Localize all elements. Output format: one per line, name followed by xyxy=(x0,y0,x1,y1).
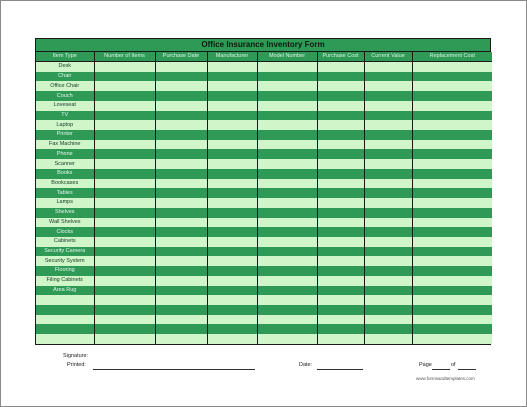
entry-cell[interactable] xyxy=(317,227,364,237)
entry-cell[interactable] xyxy=(257,81,317,91)
entry-cell[interactable] xyxy=(257,256,317,266)
entry-cell[interactable] xyxy=(257,266,317,276)
table-row xyxy=(36,266,492,276)
entry-cell[interactable] xyxy=(155,81,207,91)
entry-cell[interactable] xyxy=(94,295,155,305)
entry-cell[interactable] xyxy=(257,169,317,179)
item-type-cell: Clocks xyxy=(36,227,94,237)
entry-cell[interactable] xyxy=(155,101,207,111)
table-row xyxy=(36,218,492,228)
entry-cell[interactable] xyxy=(94,91,155,101)
item-type-cell: Chair xyxy=(36,72,94,82)
table-row xyxy=(36,305,492,315)
item-type-cell: Wall Shelves xyxy=(36,218,94,228)
entry-cell[interactable] xyxy=(364,218,412,228)
entry-cell[interactable] xyxy=(155,276,207,286)
entry-cell[interactable] xyxy=(257,276,317,286)
entry-cell[interactable] xyxy=(257,198,317,208)
item-type-cell: Laptop xyxy=(36,120,94,130)
entry-cell[interactable] xyxy=(207,72,257,82)
entry-cell[interactable] xyxy=(207,315,257,325)
item-type-cell: Cabinets xyxy=(36,237,94,247)
entry-cell[interactable] xyxy=(364,159,412,169)
entry-cell[interactable] xyxy=(207,140,257,150)
entry-cell[interactable] xyxy=(155,334,207,344)
entry-cell[interactable] xyxy=(207,101,257,111)
entry-cell[interactable] xyxy=(207,286,257,296)
entry-cell[interactable] xyxy=(412,227,492,237)
entry-cell[interactable] xyxy=(155,120,207,130)
entry-cell[interactable] xyxy=(412,111,492,121)
entry-cell[interactable] xyxy=(364,295,412,305)
entry-cell[interactable] xyxy=(317,149,364,159)
table-row xyxy=(36,334,492,344)
item-type-cell: Filing Cabinets xyxy=(36,276,94,286)
table-row xyxy=(36,276,492,286)
entry-cell[interactable] xyxy=(317,266,364,276)
entry-cell[interactable] xyxy=(364,120,412,130)
entry-cell[interactable] xyxy=(364,305,412,315)
entry-cell[interactable] xyxy=(155,315,207,325)
page-label: Page xyxy=(419,362,432,368)
entry-cell[interactable] xyxy=(94,218,155,228)
entry-cell[interactable] xyxy=(412,62,492,72)
inventory-table xyxy=(36,52,492,344)
column-header: Purchase Cost xyxy=(317,52,364,62)
table-row xyxy=(36,227,492,237)
table-row xyxy=(36,159,492,169)
entry-cell[interactable] xyxy=(364,62,412,72)
entry-cell[interactable] xyxy=(94,169,155,179)
entry-cell[interactable] xyxy=(412,334,492,344)
entry-cell[interactable] xyxy=(412,256,492,266)
item-type-cell xyxy=(36,334,94,344)
entry-cell[interactable] xyxy=(94,149,155,159)
entry-cell[interactable] xyxy=(155,237,207,247)
entry-cell[interactable] xyxy=(412,169,492,179)
signature-label: Signature: xyxy=(63,353,89,359)
entry-cell[interactable] xyxy=(412,120,492,130)
table-body xyxy=(36,62,492,344)
entry-cell[interactable] xyxy=(317,91,364,101)
entry-cell[interactable] xyxy=(412,295,492,305)
item-type-cell: Office Chair xyxy=(36,81,94,91)
item-type-cell: Couch xyxy=(36,91,94,101)
entry-cell[interactable] xyxy=(364,101,412,111)
table-row xyxy=(36,101,492,111)
entry-cell[interactable] xyxy=(412,91,492,101)
entry-cell[interactable] xyxy=(317,62,364,72)
entry-cell[interactable] xyxy=(94,130,155,140)
column-header: Replacement Cost xyxy=(412,52,492,62)
entry-cell[interactable] xyxy=(412,237,492,247)
entry-cell[interactable] xyxy=(364,111,412,121)
entry-cell[interactable] xyxy=(94,140,155,150)
entry-cell[interactable] xyxy=(155,169,207,179)
entry-cell[interactable] xyxy=(412,218,492,228)
entry-cell[interactable] xyxy=(94,120,155,130)
entry-cell[interactable] xyxy=(207,276,257,286)
entry-cell[interactable] xyxy=(155,247,207,257)
entry-cell[interactable] xyxy=(94,81,155,91)
entry-cell[interactable] xyxy=(364,188,412,198)
entry-cell[interactable] xyxy=(94,198,155,208)
entry-cell[interactable] xyxy=(155,295,207,305)
entry-cell[interactable] xyxy=(257,130,317,140)
entry-cell[interactable] xyxy=(364,91,412,101)
table-row xyxy=(36,208,492,218)
column-header: Number of Items xyxy=(94,52,155,62)
table-row xyxy=(36,188,492,198)
item-type-cell: Shelves xyxy=(36,208,94,218)
entry-cell[interactable] xyxy=(207,266,257,276)
entry-cell[interactable] xyxy=(257,179,317,189)
entry-cell[interactable] xyxy=(207,324,257,334)
entry-cell[interactable] xyxy=(317,286,364,296)
entry-cell[interactable] xyxy=(155,62,207,72)
entry-cell[interactable] xyxy=(364,334,412,344)
entry-cell[interactable] xyxy=(155,218,207,228)
entry-cell[interactable] xyxy=(412,286,492,296)
entry-cell[interactable] xyxy=(364,324,412,334)
entry-cell[interactable] xyxy=(317,334,364,344)
entry-cell[interactable] xyxy=(412,305,492,315)
entry-cell[interactable] xyxy=(94,208,155,218)
entry-cell[interactable] xyxy=(317,140,364,150)
entry-cell[interactable] xyxy=(317,198,364,208)
entry-cell[interactable] xyxy=(317,324,364,334)
table-header-row xyxy=(36,52,492,62)
entry-cell[interactable] xyxy=(317,188,364,198)
item-type-cell: Flooring xyxy=(36,266,94,276)
entry-cell[interactable] xyxy=(155,179,207,189)
entry-cell[interactable] xyxy=(94,227,155,237)
entry-cell[interactable] xyxy=(207,218,257,228)
entry-cell[interactable] xyxy=(257,91,317,101)
entry-cell[interactable] xyxy=(207,247,257,257)
printed-line[interactable] xyxy=(93,369,255,370)
entry-cell[interactable] xyxy=(207,237,257,247)
entry-cell[interactable] xyxy=(412,140,492,150)
entry-cell[interactable] xyxy=(207,169,257,179)
item-type-cell xyxy=(36,324,94,334)
entry-cell[interactable] xyxy=(155,227,207,237)
entry-cell[interactable] xyxy=(207,208,257,218)
entry-cell[interactable] xyxy=(364,72,412,82)
item-type-cell: Tables xyxy=(36,188,94,198)
entry-cell[interactable] xyxy=(317,305,364,315)
entry-cell[interactable] xyxy=(207,81,257,91)
item-type-cell: Books xyxy=(36,169,94,179)
entry-cell[interactable] xyxy=(364,208,412,218)
entry-cell[interactable] xyxy=(412,101,492,111)
entry-cell[interactable] xyxy=(155,188,207,198)
date-label: Date: xyxy=(299,362,313,368)
entry-cell[interactable] xyxy=(257,315,317,325)
column-header: Manufacturer xyxy=(207,52,257,62)
entry-cell[interactable] xyxy=(364,247,412,257)
entry-cell[interactable] xyxy=(317,247,364,257)
table-row xyxy=(36,140,492,150)
entry-cell[interactable] xyxy=(317,130,364,140)
entry-cell[interactable] xyxy=(257,140,317,150)
entry-cell[interactable] xyxy=(207,188,257,198)
item-type-cell: Bookcases xyxy=(36,179,94,189)
entry-cell[interactable] xyxy=(257,237,317,247)
entry-cell[interactable] xyxy=(317,169,364,179)
entry-cell[interactable] xyxy=(155,91,207,101)
entry-cell[interactable] xyxy=(412,81,492,91)
table-row xyxy=(36,149,492,159)
entry-cell[interactable] xyxy=(94,305,155,315)
entry-cell[interactable] xyxy=(364,237,412,247)
entry-cell[interactable] xyxy=(364,149,412,159)
entry-cell[interactable] xyxy=(412,188,492,198)
entry-cell[interactable] xyxy=(207,159,257,169)
item-type-cell: Desk xyxy=(36,62,94,72)
entry-cell[interactable] xyxy=(364,315,412,325)
entry-cell[interactable] xyxy=(94,111,155,121)
entry-cell[interactable] xyxy=(257,324,317,334)
entry-cell[interactable] xyxy=(317,276,364,286)
entry-cell[interactable] xyxy=(364,198,412,208)
item-type-cell: Security System xyxy=(36,256,94,266)
entry-cell[interactable] xyxy=(412,149,492,159)
entry-cell[interactable] xyxy=(207,305,257,315)
entry-cell[interactable] xyxy=(364,140,412,150)
entry-cell[interactable] xyxy=(364,256,412,266)
table-row xyxy=(36,62,492,72)
entry-cell[interactable] xyxy=(317,315,364,325)
table-row xyxy=(36,120,492,130)
entry-cell[interactable] xyxy=(364,179,412,189)
table-row xyxy=(36,295,492,305)
entry-cell[interactable] xyxy=(412,324,492,334)
table-row xyxy=(36,286,492,296)
item-type-cell: TV xyxy=(36,111,94,121)
entry-cell[interactable] xyxy=(94,324,155,334)
entry-cell[interactable] xyxy=(155,266,207,276)
entry-cell[interactable] xyxy=(257,305,317,315)
entry-cell[interactable] xyxy=(317,237,364,247)
table-row xyxy=(36,198,492,208)
entry-cell[interactable] xyxy=(207,130,257,140)
entry-cell[interactable] xyxy=(412,276,492,286)
table-row xyxy=(36,111,492,121)
entry-cell[interactable] xyxy=(94,188,155,198)
entry-cell[interactable] xyxy=(257,159,317,169)
entry-cell[interactable] xyxy=(94,179,155,189)
entry-cell[interactable] xyxy=(364,286,412,296)
entry-cell[interactable] xyxy=(317,179,364,189)
form-title: Office Insurance Inventory Form xyxy=(36,39,490,52)
table-row xyxy=(36,130,492,140)
table-row xyxy=(36,72,492,82)
item-type-cell xyxy=(36,295,94,305)
entry-cell[interactable] xyxy=(257,111,317,121)
entry-cell[interactable] xyxy=(257,149,317,159)
entry-cell[interactable] xyxy=(94,101,155,111)
table-row xyxy=(36,237,492,247)
entry-cell[interactable] xyxy=(257,188,317,198)
entry-cell[interactable] xyxy=(412,179,492,189)
entry-cell[interactable] xyxy=(94,247,155,257)
item-type-cell: Phone xyxy=(36,149,94,159)
entry-cell[interactable] xyxy=(155,256,207,266)
entry-cell[interactable] xyxy=(257,286,317,296)
entry-cell[interactable] xyxy=(257,101,317,111)
entry-cell[interactable] xyxy=(257,247,317,257)
table-row xyxy=(36,256,492,266)
item-type-cell: Printer xyxy=(36,130,94,140)
entry-cell[interactable] xyxy=(364,227,412,237)
entry-cell[interactable] xyxy=(412,130,492,140)
entry-cell[interactable] xyxy=(257,218,317,228)
column-header: Purchase Date xyxy=(155,52,207,62)
table-row xyxy=(36,247,492,257)
item-type-cell: Scanner xyxy=(36,159,94,169)
entry-cell[interactable] xyxy=(412,198,492,208)
entry-cell[interactable] xyxy=(94,159,155,169)
entry-cell[interactable] xyxy=(155,111,207,121)
column-header: Item Type xyxy=(36,52,94,62)
entry-cell[interactable] xyxy=(207,149,257,159)
item-type-cell: Security Camera xyxy=(36,247,94,257)
entry-cell[interactable] xyxy=(94,237,155,247)
entry-cell[interactable] xyxy=(207,334,257,344)
entry-cell[interactable] xyxy=(94,276,155,286)
table-row xyxy=(36,315,492,325)
entry-cell[interactable] xyxy=(317,159,364,169)
entry-cell[interactable] xyxy=(207,227,257,237)
entry-cell[interactable] xyxy=(317,111,364,121)
entry-cell[interactable] xyxy=(317,295,364,305)
entry-cell[interactable] xyxy=(155,130,207,140)
table-row xyxy=(36,169,492,179)
item-type-cell: Fax Machine xyxy=(36,140,94,150)
entry-cell[interactable] xyxy=(317,218,364,228)
entry-cell[interactable] xyxy=(94,315,155,325)
entry-cell[interactable] xyxy=(317,208,364,218)
entry-cell[interactable] xyxy=(257,62,317,72)
entry-cell[interactable] xyxy=(94,286,155,296)
entry-cell[interactable] xyxy=(207,295,257,305)
table-row xyxy=(36,91,492,101)
entry-cell[interactable] xyxy=(94,334,155,344)
column-header: Model Number xyxy=(257,52,317,62)
page-total-line[interactable] xyxy=(458,369,476,370)
entry-cell[interactable] xyxy=(207,111,257,121)
item-type-cell: Area Rug xyxy=(36,286,94,296)
entry-cell[interactable] xyxy=(207,62,257,72)
entry-cell[interactable] xyxy=(155,305,207,315)
entry-cell[interactable] xyxy=(155,286,207,296)
credit-text: www.formsandtemplates.com xyxy=(416,376,475,381)
entry-cell[interactable] xyxy=(94,62,155,72)
entry-cell[interactable] xyxy=(412,315,492,325)
entry-cell[interactable] xyxy=(94,256,155,266)
table-row xyxy=(36,81,492,91)
entry-cell[interactable] xyxy=(207,256,257,266)
entry-cell[interactable] xyxy=(412,72,492,82)
entry-cell[interactable] xyxy=(412,208,492,218)
entry-cell[interactable] xyxy=(412,159,492,169)
entry-cell[interactable] xyxy=(155,159,207,169)
entry-cell[interactable] xyxy=(364,130,412,140)
entry-cell[interactable] xyxy=(94,266,155,276)
item-type-cell xyxy=(36,305,94,315)
entry-cell[interactable] xyxy=(257,334,317,344)
entry-cell[interactable] xyxy=(364,169,412,179)
table-row xyxy=(36,324,492,334)
inventory-form xyxy=(35,38,491,345)
entry-cell[interactable] xyxy=(364,266,412,276)
entry-cell[interactable] xyxy=(257,227,317,237)
entry-cell[interactable] xyxy=(155,198,207,208)
entry-cell[interactable] xyxy=(155,72,207,82)
entry-cell[interactable] xyxy=(155,324,207,334)
entry-cell[interactable] xyxy=(317,81,364,91)
page-number-line[interactable] xyxy=(432,369,450,370)
entry-cell[interactable] xyxy=(257,72,317,82)
entry-cell[interactable] xyxy=(412,266,492,276)
entry-cell[interactable] xyxy=(207,91,257,101)
entry-cell[interactable] xyxy=(257,295,317,305)
entry-cell[interactable] xyxy=(317,120,364,130)
entry-cell[interactable] xyxy=(317,256,364,266)
printed-label: Printed: xyxy=(67,362,86,368)
entry-cell[interactable] xyxy=(257,208,317,218)
entry-cell[interactable] xyxy=(257,120,317,130)
date-line[interactable] xyxy=(317,369,363,370)
item-type-cell xyxy=(36,315,94,325)
entry-cell[interactable] xyxy=(155,149,207,159)
entry-cell[interactable] xyxy=(207,120,257,130)
entry-cell[interactable] xyxy=(317,101,364,111)
item-type-cell: Lamps xyxy=(36,198,94,208)
entry-cell[interactable] xyxy=(364,81,412,91)
entry-cell[interactable] xyxy=(207,198,257,208)
of-label: of xyxy=(451,362,456,368)
entry-cell[interactable] xyxy=(94,72,155,82)
entry-cell[interactable] xyxy=(155,208,207,218)
entry-cell[interactable] xyxy=(412,247,492,257)
entry-cell[interactable] xyxy=(155,140,207,150)
column-header: Current Value xyxy=(364,52,412,62)
table-row xyxy=(36,179,492,189)
entry-cell[interactable] xyxy=(317,72,364,82)
item-type-cell: Loveseat xyxy=(36,101,94,111)
entry-cell[interactable] xyxy=(364,276,412,286)
entry-cell[interactable] xyxy=(207,179,257,189)
